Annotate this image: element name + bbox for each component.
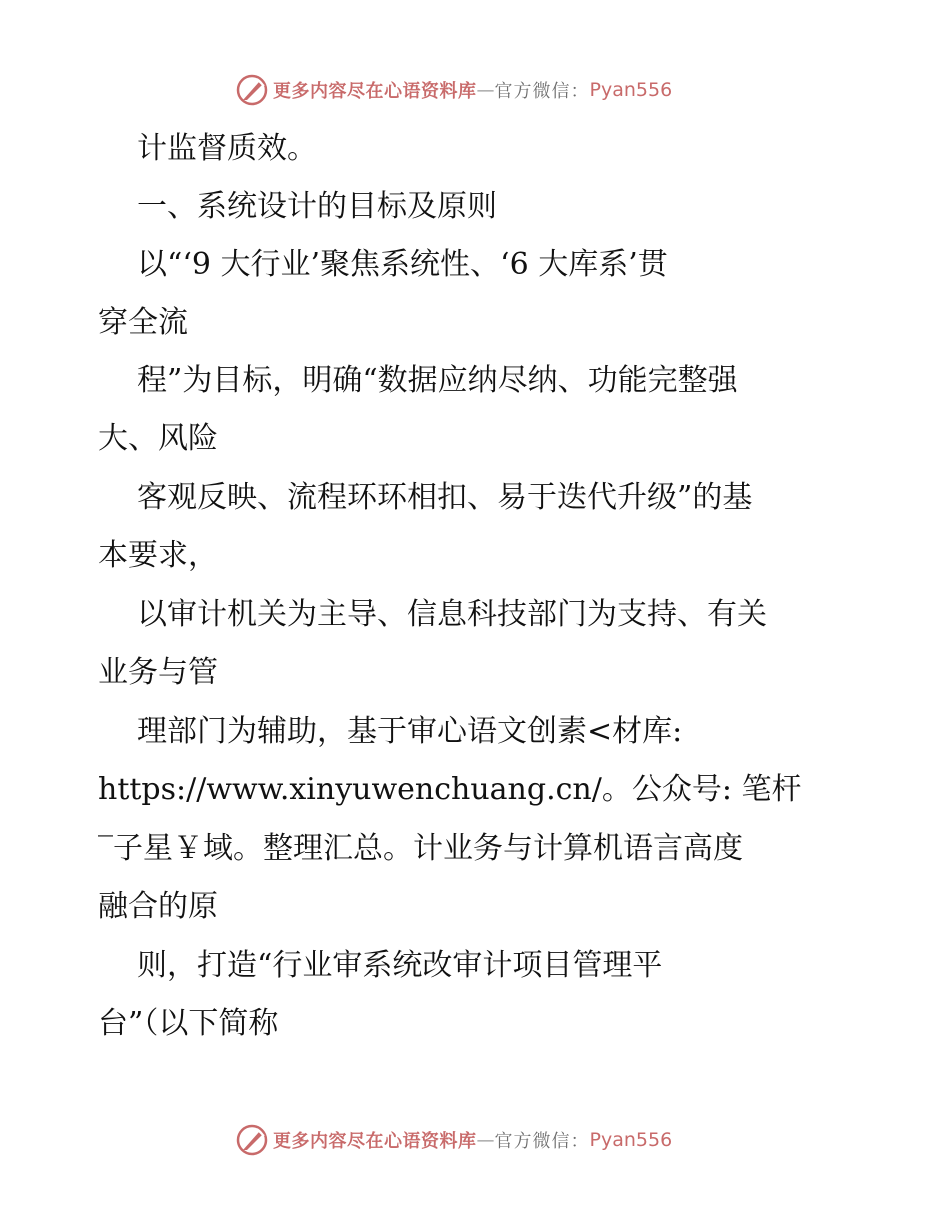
section-heading: 一、系统设计的目标及原则 xyxy=(137,189,497,224)
body-line: 台”（以下简称 xyxy=(98,1006,279,1041)
body-line: 计监督质效。 xyxy=(137,131,317,166)
body-line: 则，打造“行业审系统改审计项目管理平 xyxy=(137,948,663,983)
feather-pen-logo-icon xyxy=(235,1123,269,1157)
body-line: 大、风险 xyxy=(98,421,218,456)
body-line: 程”为目标，明确“数据应纳尽纳、功能完整强 xyxy=(137,363,738,398)
banner-wechat-id: Pyan556 xyxy=(589,1129,673,1151)
body-line: 业务与管 xyxy=(98,655,218,690)
banner-site-text: 更多内容尽在心语资料库 xyxy=(273,1131,477,1152)
body-line: ‾子星￥域。整理汇总。计业务与计算机语言高度 xyxy=(98,831,743,866)
footer-banner xyxy=(235,1122,672,1158)
body-line: 穿全流 xyxy=(98,305,188,340)
banner-wechat-label: 官方微信： xyxy=(494,1131,590,1152)
body-line-url: https://www.xinyuwenchuang.cn/。公众号: 笔杆 xyxy=(98,772,802,807)
body-line: 本要求， xyxy=(98,538,218,573)
body-line: 以“‘9 大行业’聚焦系统性、‘6 大库系’贯 xyxy=(137,247,668,282)
body-line: 理部门为辅助，基于审心语文创素<材库: xyxy=(137,714,683,749)
body-line: 以审计机关为主导、信息科技部门为支持、有关 xyxy=(137,597,767,632)
banner-site-text: 更多内容尽在心语资料库 xyxy=(273,81,477,102)
banner-separator: — xyxy=(476,79,495,101)
body-line: 客观反映、流程环环相扣、易于迭代升级”的基 xyxy=(137,480,753,515)
banner-wechat-label: 官方微信： xyxy=(494,81,590,102)
banner-separator: — xyxy=(476,1129,495,1151)
body-line: 融合的原 xyxy=(98,889,218,924)
banner-wechat-id: Pyan556 xyxy=(589,79,673,101)
